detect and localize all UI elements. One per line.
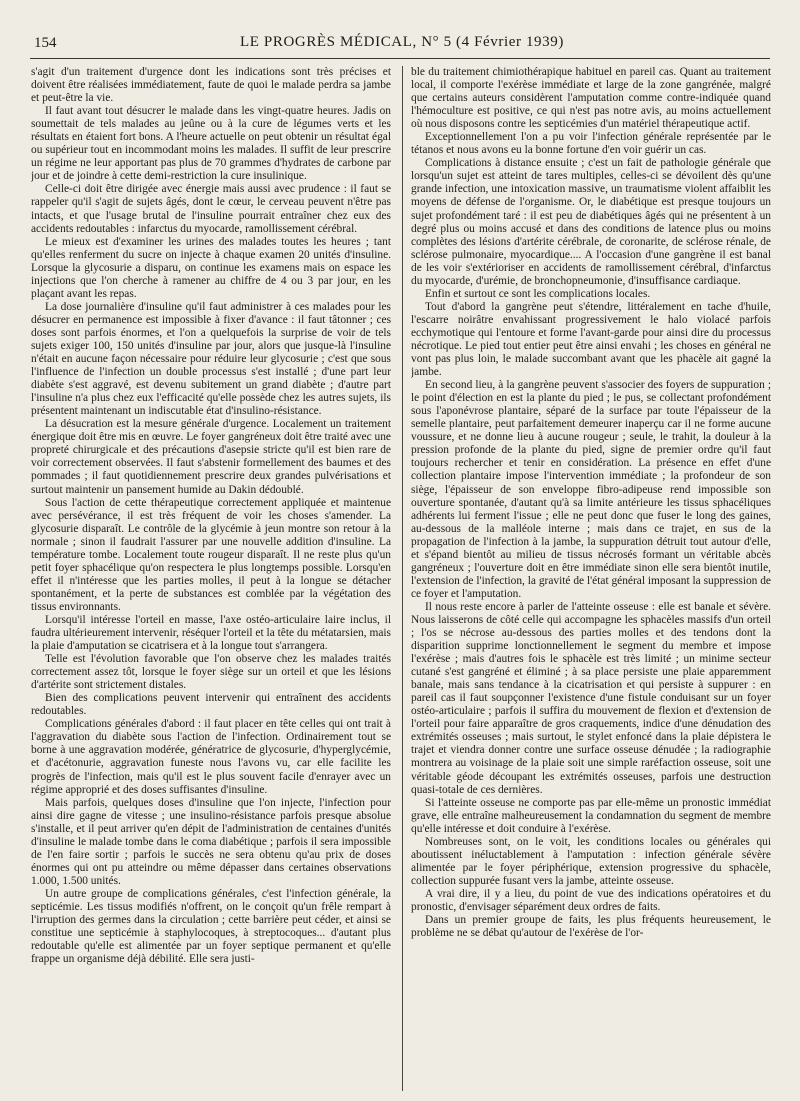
- right-column: [411, 66, 771, 1096]
- left-column: [31, 66, 391, 1096]
- paragraph: A vrai dire, il y a lieu, du point de vue des indications opératoires et du pronostic, d'envisager séparément deux ordres de faits.: [411, 887, 771, 913]
- paragraph: s'agit d'un traitement d'urgence dont les indications sont très précises et doivent être réalisées immédiatement, faute de quoi le malade perdra sa jambe et peut-être la vie.: [31, 66, 391, 105]
- running-header: [34, 33, 770, 57]
- paragraph: Sous l'action de cette thérapeutique correctement appliquée et maintenue avec persévérance, il est très fréquent de voir les choses s'amender. La glycosurie disparaît. Le contrôle de la glycémie à jeun montre son retour à la normale ; sinon il faudrait l'assurer par une nouvelle addition d'insuline. La température tombe. Localement toute rougeur disparaît. Il ne reste plus qu'un petit foyer sphacélique qu'on respectera le plus longtemps possible. Lorsqu'en effet il n'intéresse que les parties molles, il peut à la longue se détacher spontanément, et la perte de substances est comblée par la végétation des tissus environnants.: [31, 496, 391, 613]
- paragraph: Complications générales d'abord : il faut placer en tête celles qui ont trait à l'aggravation du diabète sous l'action de l'infection. Ordinairement tout se borne à une aggravation modérée, génératrice de glycosurie, d'hyperglycémie, et d'acétonurie, aggravation funeste nous l'avons vu, car elle facilite les progrès de l'infection, mais qu'il est le plus souvent facile d'enrayer avec un régime approprié et des doses suffisantes d'insuline.: [31, 718, 391, 796]
- paragraph: Le mieux est d'examiner les urines des malades toutes les heures ; tant qu'elles renferment du sucre on injecte à chaque examen 20 unités d'insuline. Lorsque la glycosurie a disparu, on continue les examens mais on espace les injections que l'on cherche à ramener au chiffre de 4 ou 3 par jour, en les plaçant avant les repas.: [31, 235, 391, 300]
- paragraph: La dose journalière d'insuline qu'il faut administrer à ces malades pour les désucrer en permanence est impossible à fixer d'avance : il faut tâtonner ; ces doses sont parfois énormes, et l'on a quelquefois la surprise de voir de tels sujets exiger 100, 150 unités d'insuline par jour, alors que jusque-là l'insuline n'était en aucune façon nécessaire pour réduire leur glycosurie ; c'est que sous l'influence de l'infection un double processus s'est installé ; d'une part leur diabète s'est aggravé, est devenu subitement un grand diabète ; d'autre part l'insuline n'a plus chez eux l'efficacité qu'elle possède chez les autres sujets, ils présentent maintenant un indiscutable état d'insulino-résistance.: [31, 300, 391, 418]
- paragraph: Mais parfois, quelques doses d'insuline que l'on injecte, l'infection pour ainsi dire gagne de vitesse ; une insulino-résistance parfois presque absolue s'installe, et il peut arriver qu'en dépit de l'administration de centaines d'unités d'insuline le malade tombe dans le coma diabétique ; parfois il sera impossible de l'en faire sortir ; parfois le succès ne sera obtenu qu'au prix de doses énormes qui ont pu atteindre ou même dépasser dans certaines observations 1.000, 1.500 unités.: [31, 796, 391, 887]
- paragraph: Un autre groupe de complications générales, c'est l'infection générale, la septicémie. Les tissus modifiés n'offrent, on le conçoit qu'un frêle rempart à l'irruption des germes dans la circulation ; cette barrière peut céder, et ainsi se constitue une septicémie à staphylocoques, à streptocoques... d'autant plus redoutable qu'elle est alimentée par un foyer septique permanent et qu'elle frappe un organisme déjà débilité. Elle sera justi-: [31, 887, 391, 966]
- paragraph: Il faut avant tout désucrer le malade dans les vingt-quatre heures. Jadis on soumettait de tels malades au jeûne ou à la cure de légumes verts et les résultats en étaient fort bons. A l'heure actuelle on peut obtenir un résultat égal ou supérieur tout en incommodant moins les malades. Il suffit de leur prescrire un régime ne leur apportant pas plus de 70 grammes d'hydrates de carbone par jour et de joindre à cette demi-restriction la cure insulinique.: [31, 105, 391, 183]
- paragraph: Lorsqu'il intéresse l'orteil en masse, l'axe ostéo-articulaire laire inclus, il faudra ultérieurement intervenir, réséquer l'orteil et la tête du métatarsien, mais la plaie d'amputation se cicatrisera et à la longue tout s'arrangera.: [31, 613, 391, 653]
- paragraph: Telle est l'évolution favorable que l'on observe chez les malades traités correctement assez tôt, lorsque le foyer siège sur un orteil et que les lésions d'artérite sont strictement distales.: [31, 653, 391, 692]
- paragraph: Si l'atteinte osseuse ne comporte pas par elle-même un pronostic immédiat grave, elle entraîne malheureusement la condamnation du segment de membre qu'elle intéresse et doit conduire à l'exérèse.: [411, 796, 771, 835]
- paragraph: Tout d'abord la gangrène peut s'étendre, littéralement en tache d'huile, l'escarre noirâtre envahissant progressivement le halo violacé parfois ecchymotique qui l'entoure et forme l'avant-garde pour ainsi dire du processus nécrotique. Le pied tout entier peut être ainsi envahi ; les choses en général ne vont pas plus loin, le malade succombant avant que les phacèle ait gagné la jambe.: [411, 300, 771, 379]
- paragraph: En second lieu, à la gangrène peuvent s'associer des foyers de suppuration ; le point d'élection en est la plante du pied ; le pus, se collectant profondément sous l'aponévrose plantaire, séparé de la surface par toute l'épaisseur de la semelle plantaire, peut parfaitement demeurer inaperçu car il ne forme aucune voussure, et ne donne lieu à aucune rougeur ; seule, le trahit, la douleur à la pression profonde de la plante du pied, signe de premier ordre qu'il faut toujours rechercher et tenir en considération. La présence en effet d'une collection plantaire impose l'intervention immédiate ; la profondeur de son siège, l'épaisseur de son enveloppe fibro-adipeuse rend impossible son ouverture spontanée, d'autant qu'à sa limite antérieure les tissus sphacéliques adhérents lui ferment l'issue ; elle ne peut donc que fuser le long des gaines, au-dessous de la malléole interne ; mais dans ce trajet, en sus de la propagation de l'infection à la jambe, la suppuration détruit tout autour d'elle, et s'épand bientôt au milieu de tissus nécrosés formant un véritable abcès gangréneux ; l'ouverture doit en être immédiate sinon elle sera bientôt inutile, l'extension de l'infection, la gravité de l'état général imposant la suppression de ce foyer et l'amputation.: [411, 379, 771, 600]
- paragraph: Celle-ci doit être dirigée avec énergie mais aussi avec prudence : il faut se rappeler qu'il s'agit de sujets âgés, dont le cœur, le cerveau peuvent n'être pas intacts, et que l'usage brutal de l'insuline pourrait entraîner chez eux des accidents redoutables : infarctus du myocarde, ramollissement cérébral.: [31, 183, 391, 235]
- paragraph: Nombreuses sont, on le voit, les conditions locales ou générales qui aboutissent inéluctablement à l'amputation : infection générale sévère alimentée par le foyer périphérique, extension progressive du sphacèle, collection suppurée fusant vers la jambe, atteinte osseuse.: [411, 835, 771, 887]
- header-rule: [30, 58, 770, 59]
- paragraph: ble du traitement chimiothérapique habituel en pareil cas. Quant au traitement local, il comporte l'exérèse immédiate et large de la zone gangrénée, malgré que certains auteurs considèrent l'amputation comme contre-indiquée quand l'hémoculture est positive, ce qui n'est pas notre avis, au moins actuellement où nous disposons contre les septicémies d'un matériel thérapeutique actif.: [411, 66, 771, 131]
- paragraph: Complications à distance ensuite ; c'est un fait de pathologie générale que lorsqu'un sujet est atteint de tares multiples, celles-ci se dévoilent dès qu'une grande infection, une intoxication massive, un traumatisme violent affaiblit les moyens de défense de l'organisme. Or, le diabétique est presque toujours un sujet profondément taré : il est peu de diabétiques âgés qui ne présentent à un degré plus ou moins accusé et dans des conditions de latence plus ou moins complètes des lésions d'artérite cérébrale, de coronarite, de sclérose rénale, de sclérose pulmonaire, myocardique.... A l'occasion d'une gangrène il est banal de les voir s'extérioriser en accidents de ramollissement cérébral, d'infarctus du myocarde, d'urémie, de bronchopneumonie, d'insuffisance cardiaque.: [411, 157, 771, 287]
- paragraph: Enfin et surtout ce sont les complications locales.: [425, 287, 651, 300]
- page-number: 154: [34, 35, 57, 51]
- column-divider: [402, 66, 403, 1091]
- paragraph: La désucration est la mesure générale d'urgence. Localement un traitement énergique doit être mis en œuvre. Le foyer gangréneux doit être traité avec une propreté chirurgicale et des précautions d'asepsie stricte qu'il est bien rare de voir correctement observées. Il faut s'abstenir formellement des baumes et des pommades ; il faut quotidiennement prescrire deux grandes pulvérisations et surtout maintenir un pansement humide au Dakin dédoublé.: [31, 418, 391, 496]
- paragraph: Exceptionnellement l'on a pu voir l'infection générale représentée par le tétanos et nous avons eu la bonne fortune d'en voir guérir un cas.: [411, 131, 771, 157]
- paragraph: Il nous reste encore à parler de l'atteinte osseuse : elle est banale et sévère. Nous laisserons de côté celle qui accompagne les sphacèles massifs d'un orteil ; l'os se nécrose au-dessous des parties molles et des tendons dont la disparition supprime lonctionnellement le segment du membre et impose l'exérèse ; mais d'autres fois le sphacèle est très limité ; un minime secteur cutané s'est gangréné et éliminé ; à sa place persiste une plaie apparemment banale, mais sans tendance à la cicatrisation et qui persiste à suppurer : en pareil cas il faut soupçonner l'existence d'une fistule conduisant sur un foyer ostéo-articulaire ; parfois il suffira du mouvement de flexion et d'extension de l'orteil pour faire apparaître de gros craquements, indice d'une dénudation des extrémités osseuses ; mais surtout, le stylet enfoncé dans la plaie dépistera le trajet et viendra donner contre une surface osseuse dénudée ; la radiographie montrera au voisinage de la plaie soit une simple raréfaction osseuse, soit une véritable géode découpant les extrémités osseuses, parfois une destruction quasi-totale de ces dernières.: [411, 600, 771, 796]
- paragraph: Bien des complications peuvent intervenir qui entraînent des accidents redoutables.: [31, 692, 391, 718]
- journal-title: LE PROGRÈS MÉDICAL, N° 5 (4 Février 1939): [240, 34, 564, 50]
- paragraph: Dans un premier groupe de faits, les plus fréquents heureusement, le problème ne se débat qu'autour de l'exérèse de l'or-: [411, 914, 771, 940]
